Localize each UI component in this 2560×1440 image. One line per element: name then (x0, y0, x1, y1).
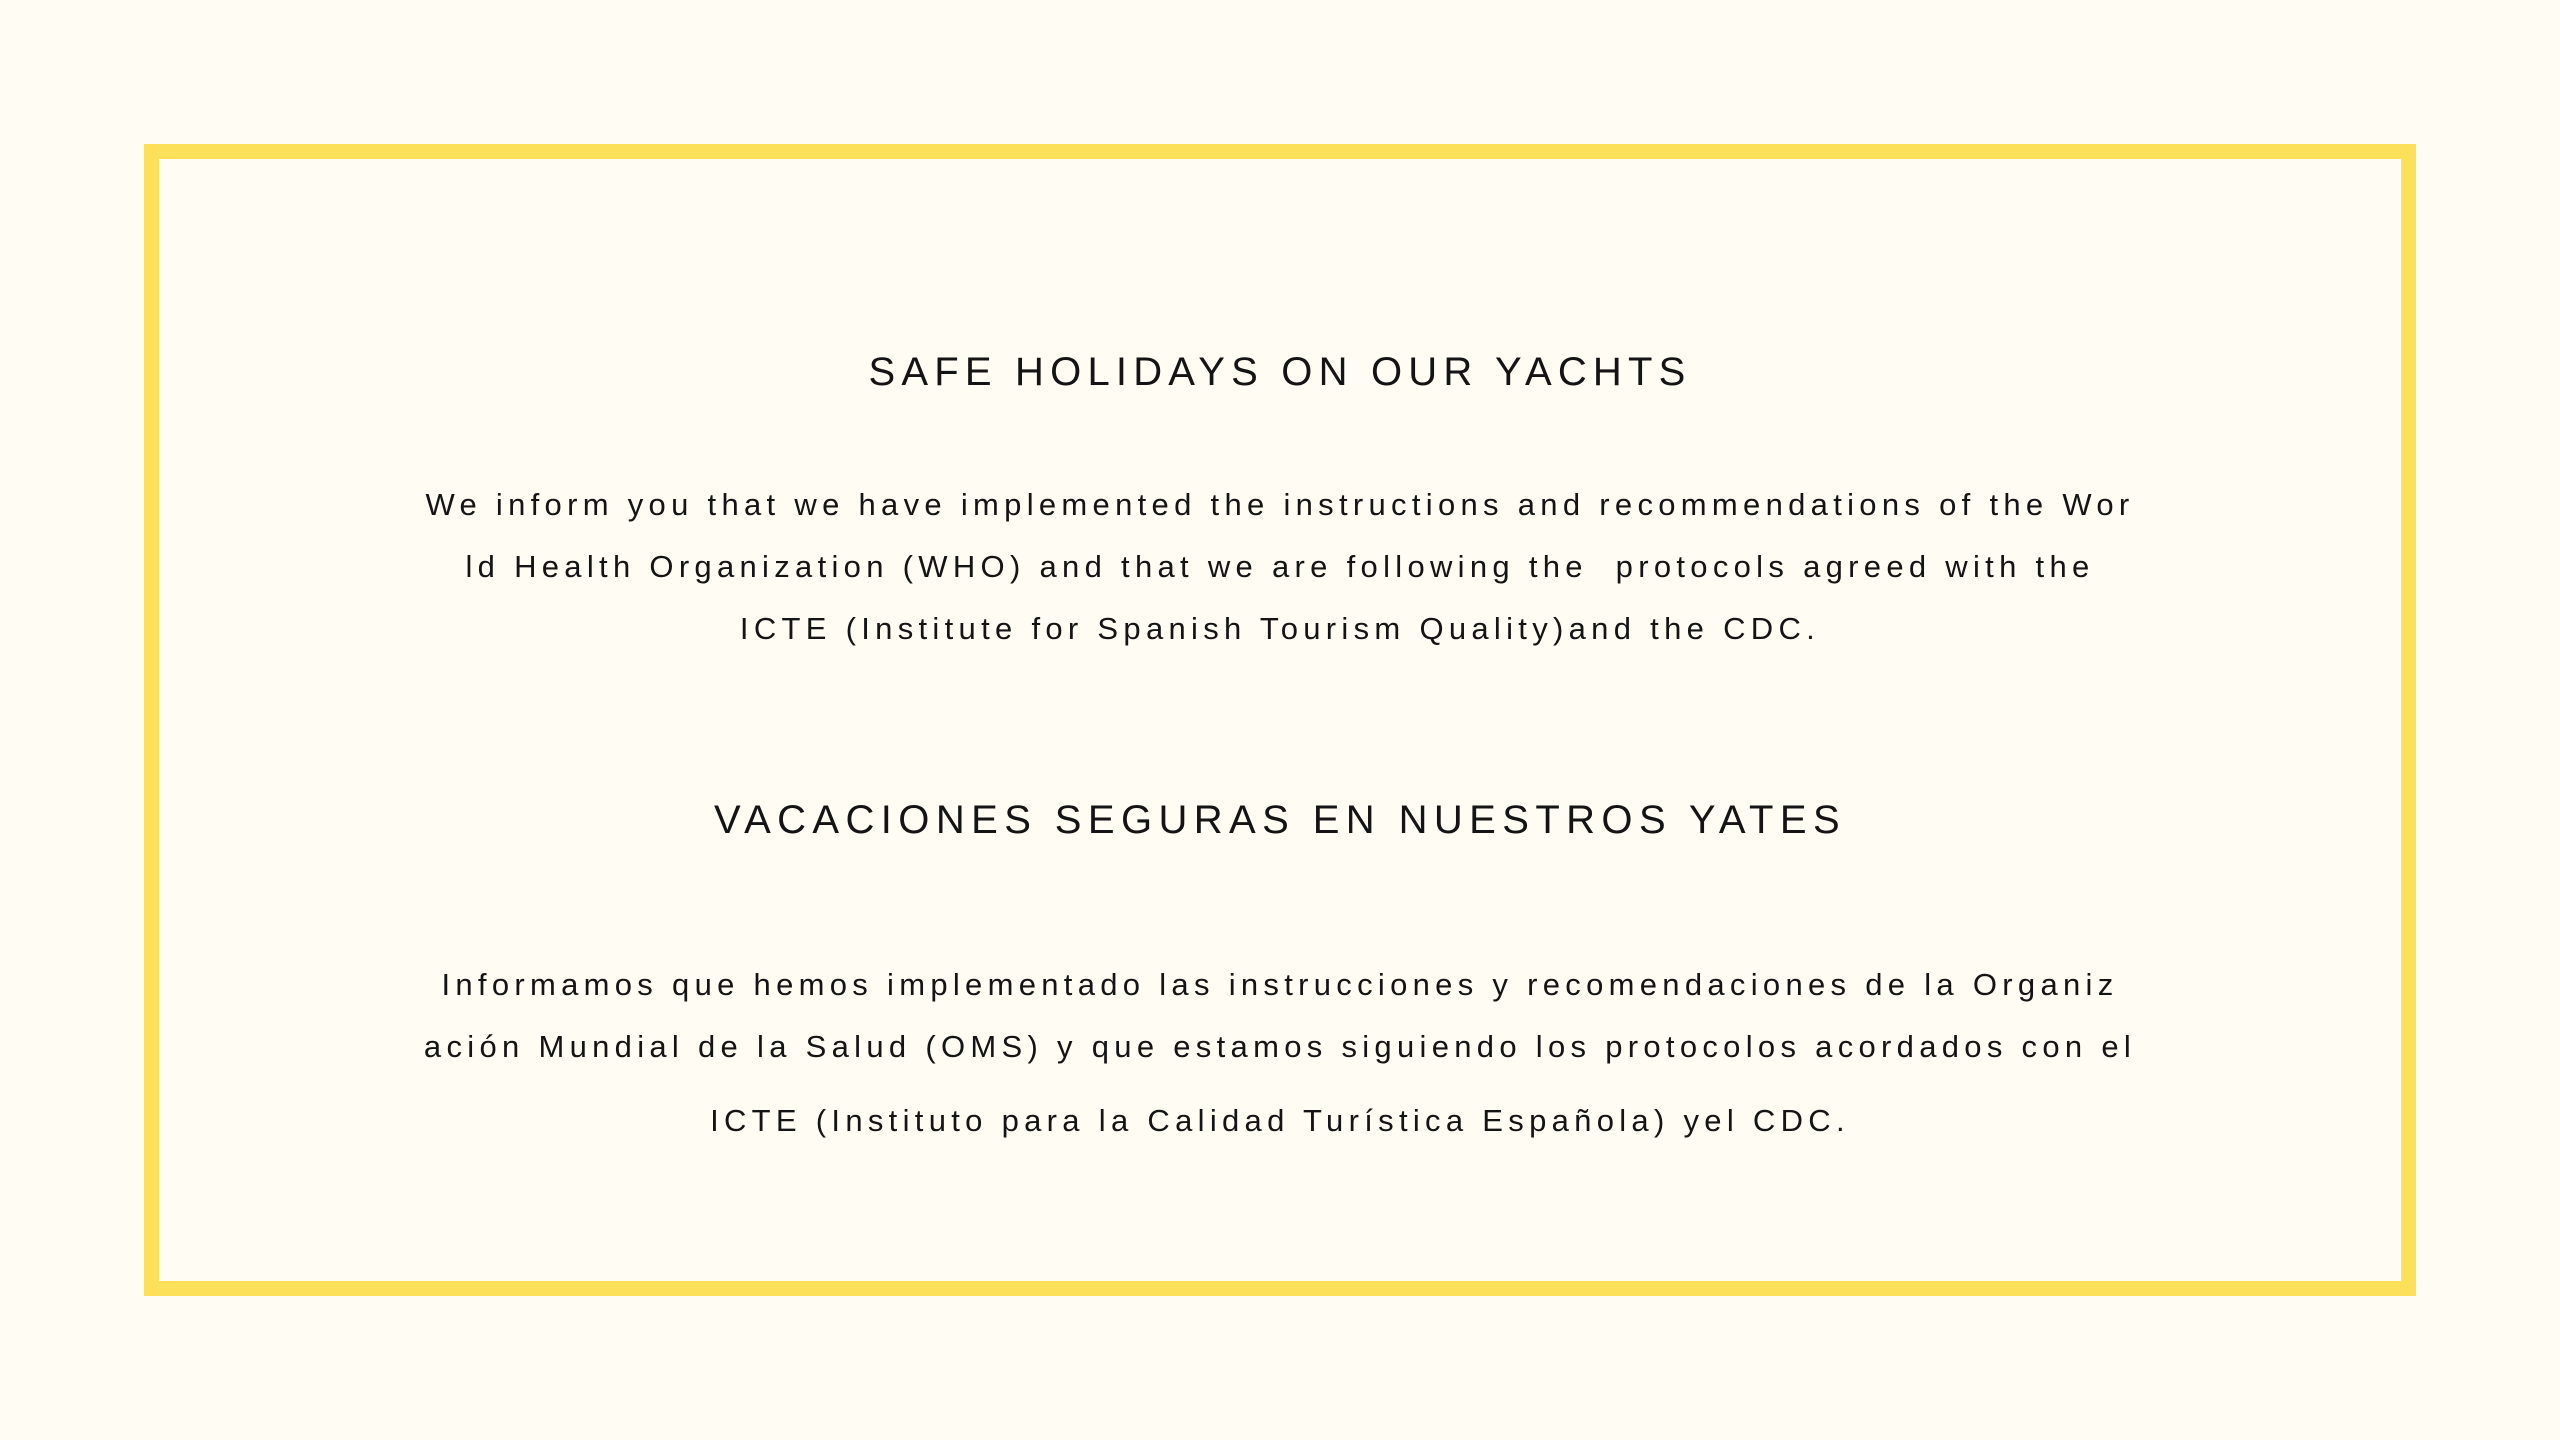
spanish-paragraph-line-1: Informamos que hemos implementado las instrucciones y recomendaciones de la Organiz (441, 967, 2119, 1002)
spanish-paragraph-line-2: ación Mundial de la Salud (OMS) y que estamos siguiendo los protocolos acordados con el (423, 1029, 2137, 1064)
english-paragraph-line-3: ICTE (Institute for Spanish Tourism Quality)and the CDC. (739, 611, 1821, 646)
english-paragraph-line-2: ld Health Organization (WHO) and that we are following the protocols agreed with the (465, 549, 2095, 584)
english-paragraph (0, 474, 2560, 660)
english-heading: SAFE HOLIDAYS ON OUR YACHTS (868, 350, 1692, 394)
spanish-heading: VACACIONES SEGURAS EN NUESTROS YATES (713, 798, 1847, 842)
spanish-paragraph-line-3: ICTE (Instituto para la Calidad Turística Española) yel CDC. (710, 1103, 1850, 1138)
english-paragraph-line-1: We inform you that we have implemented the instructions and recommendations of the Wor (425, 487, 2135, 522)
spanish-paragraph (0, 954, 2560, 1152)
